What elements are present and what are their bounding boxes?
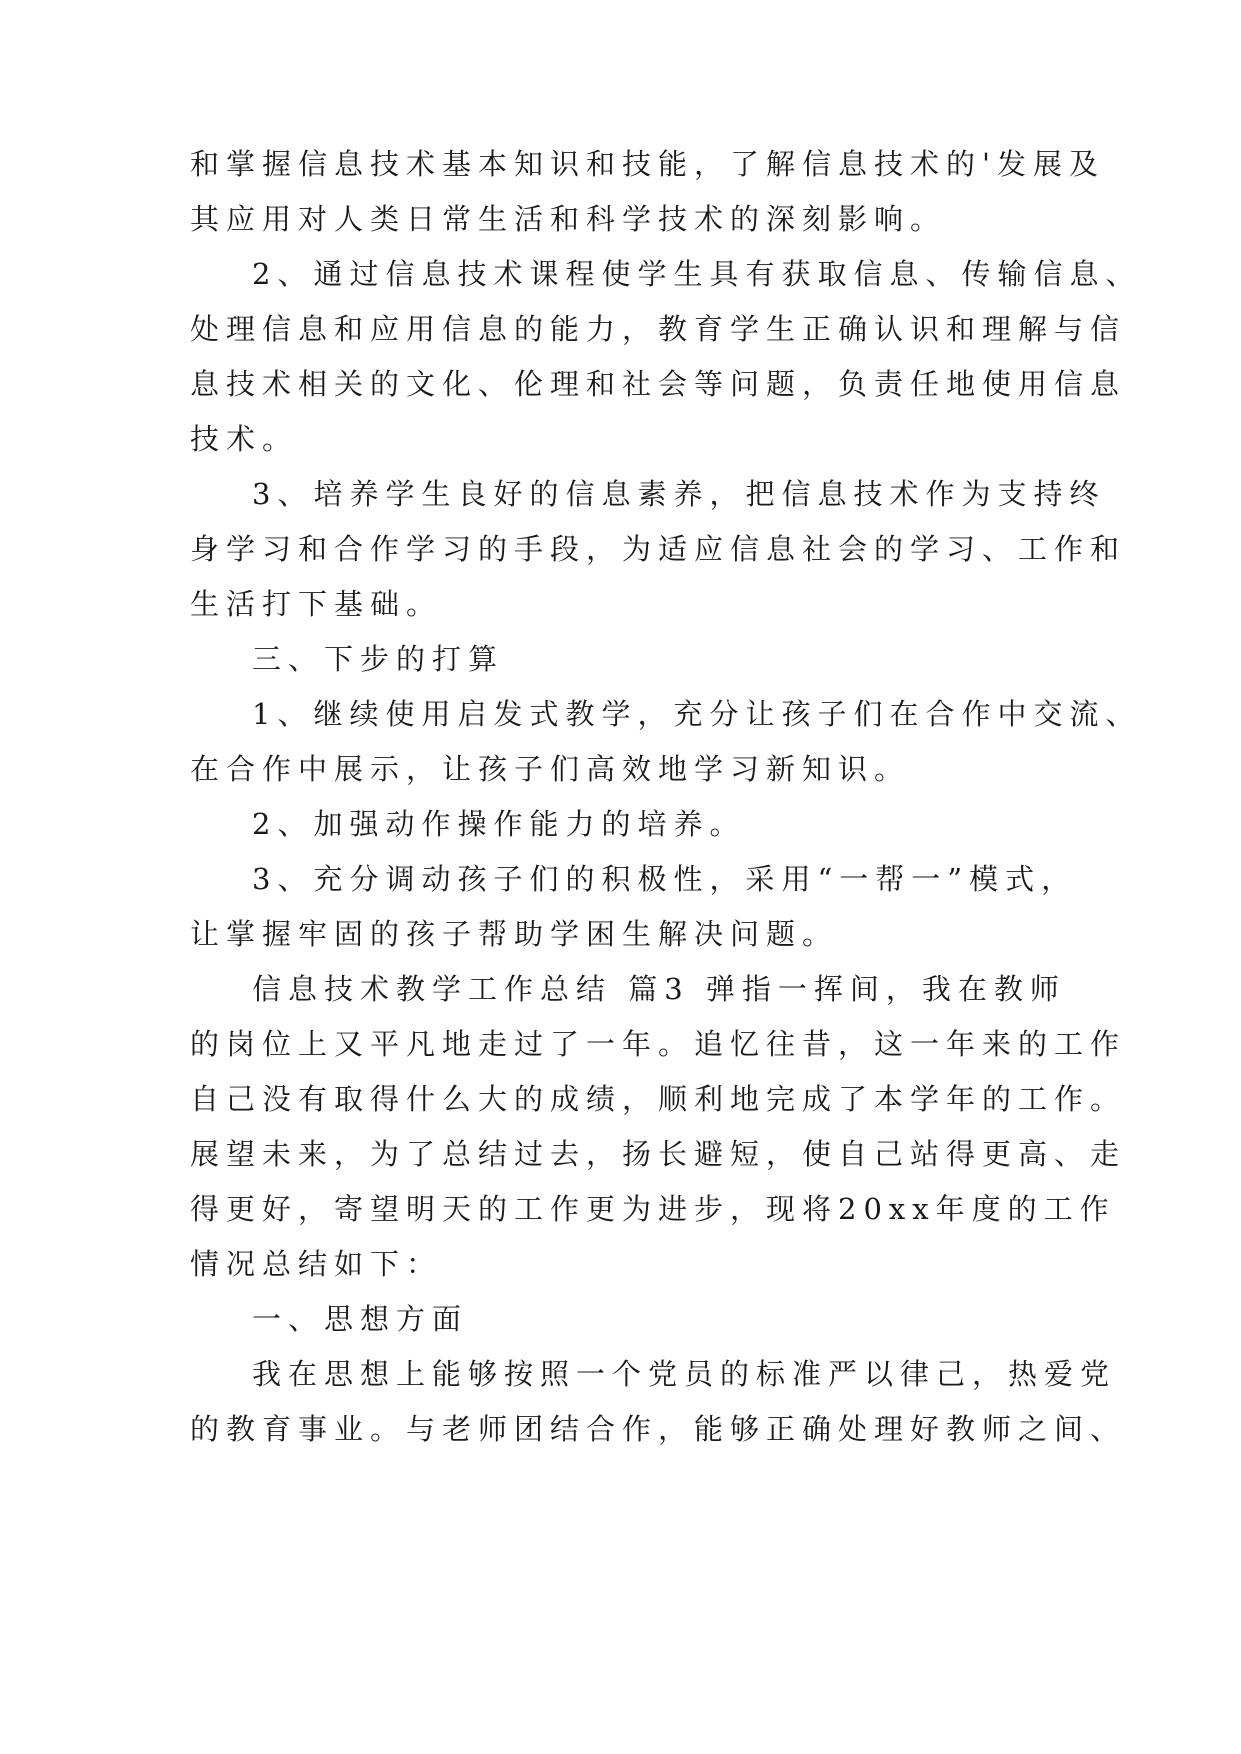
text-line: 生活打下基础。 [190,587,443,621]
text-line: 2、加强动作操作能力的培养。 [252,807,746,841]
text-line: 3、培养学生良好的信息素养，把信息技术作为支持终 [252,477,1106,511]
text-line: 让掌握牢固的孩子帮助学困生解决问题。 [190,917,839,951]
text-line: 我在思想上能够按照一个党员的标准严以律己，热爱党 [252,1357,1117,1391]
section-heading: 三、下步的打算 [252,642,505,676]
text-line: 的岗位上又平凡地走过了一年。追忆往昔，这一年来的工作 [190,1027,1127,1061]
section-title-line: 信息技术教学工作总结 篇3 弹指一挥间，我在教师 [252,972,1066,1006]
text-line: 在合作中展示，让孩子们高效地学习新知识。 [190,752,911,786]
text-line: 和掌握信息技术基本知识和技能，了解信息技术的'发展及 [190,147,1105,181]
text-line: 情况总结如下： [190,1247,443,1281]
text-line: 展望未来，为了总结过去，扬长避短，使自己站得更高、走 [190,1137,1127,1171]
section-heading: 一、思想方面 [252,1302,469,1336]
text-line: 的教育事业。与老师团结合作，能够正确处理好教师之间、 [190,1412,1127,1446]
text-line: 身学习和合作学习的手段，为适应信息社会的学习、工作和 [190,532,1127,566]
text-line: 1、继续使用启发式教学，充分让孩子们在合作中交流、 [252,697,1142,731]
text-line: 处理信息和应用信息的能力，教育学生正确认识和理解与信 [190,312,1127,346]
text-line: 自己没有取得什么大的成绩，顺利地完成了本学年的工作。 [190,1082,1127,1116]
text-line: 其应用对人类日常生活和科学技术的深刻影响。 [190,202,947,236]
text-line: 息技术相关的文化、伦理和社会等问题，负责任地使用信息 [190,367,1127,401]
text-line: 3、充分调动孩子们的积极性，采用“一帮一”模式， [252,862,1078,896]
text-line: 2、通过信息技术课程使学生具有获取信息、传输信息、 [252,257,1142,291]
text-line: 得更好，寄望明天的工作更为进步，现将20xx年度的工作 [190,1192,1116,1226]
text-line: 技术。 [190,422,299,456]
